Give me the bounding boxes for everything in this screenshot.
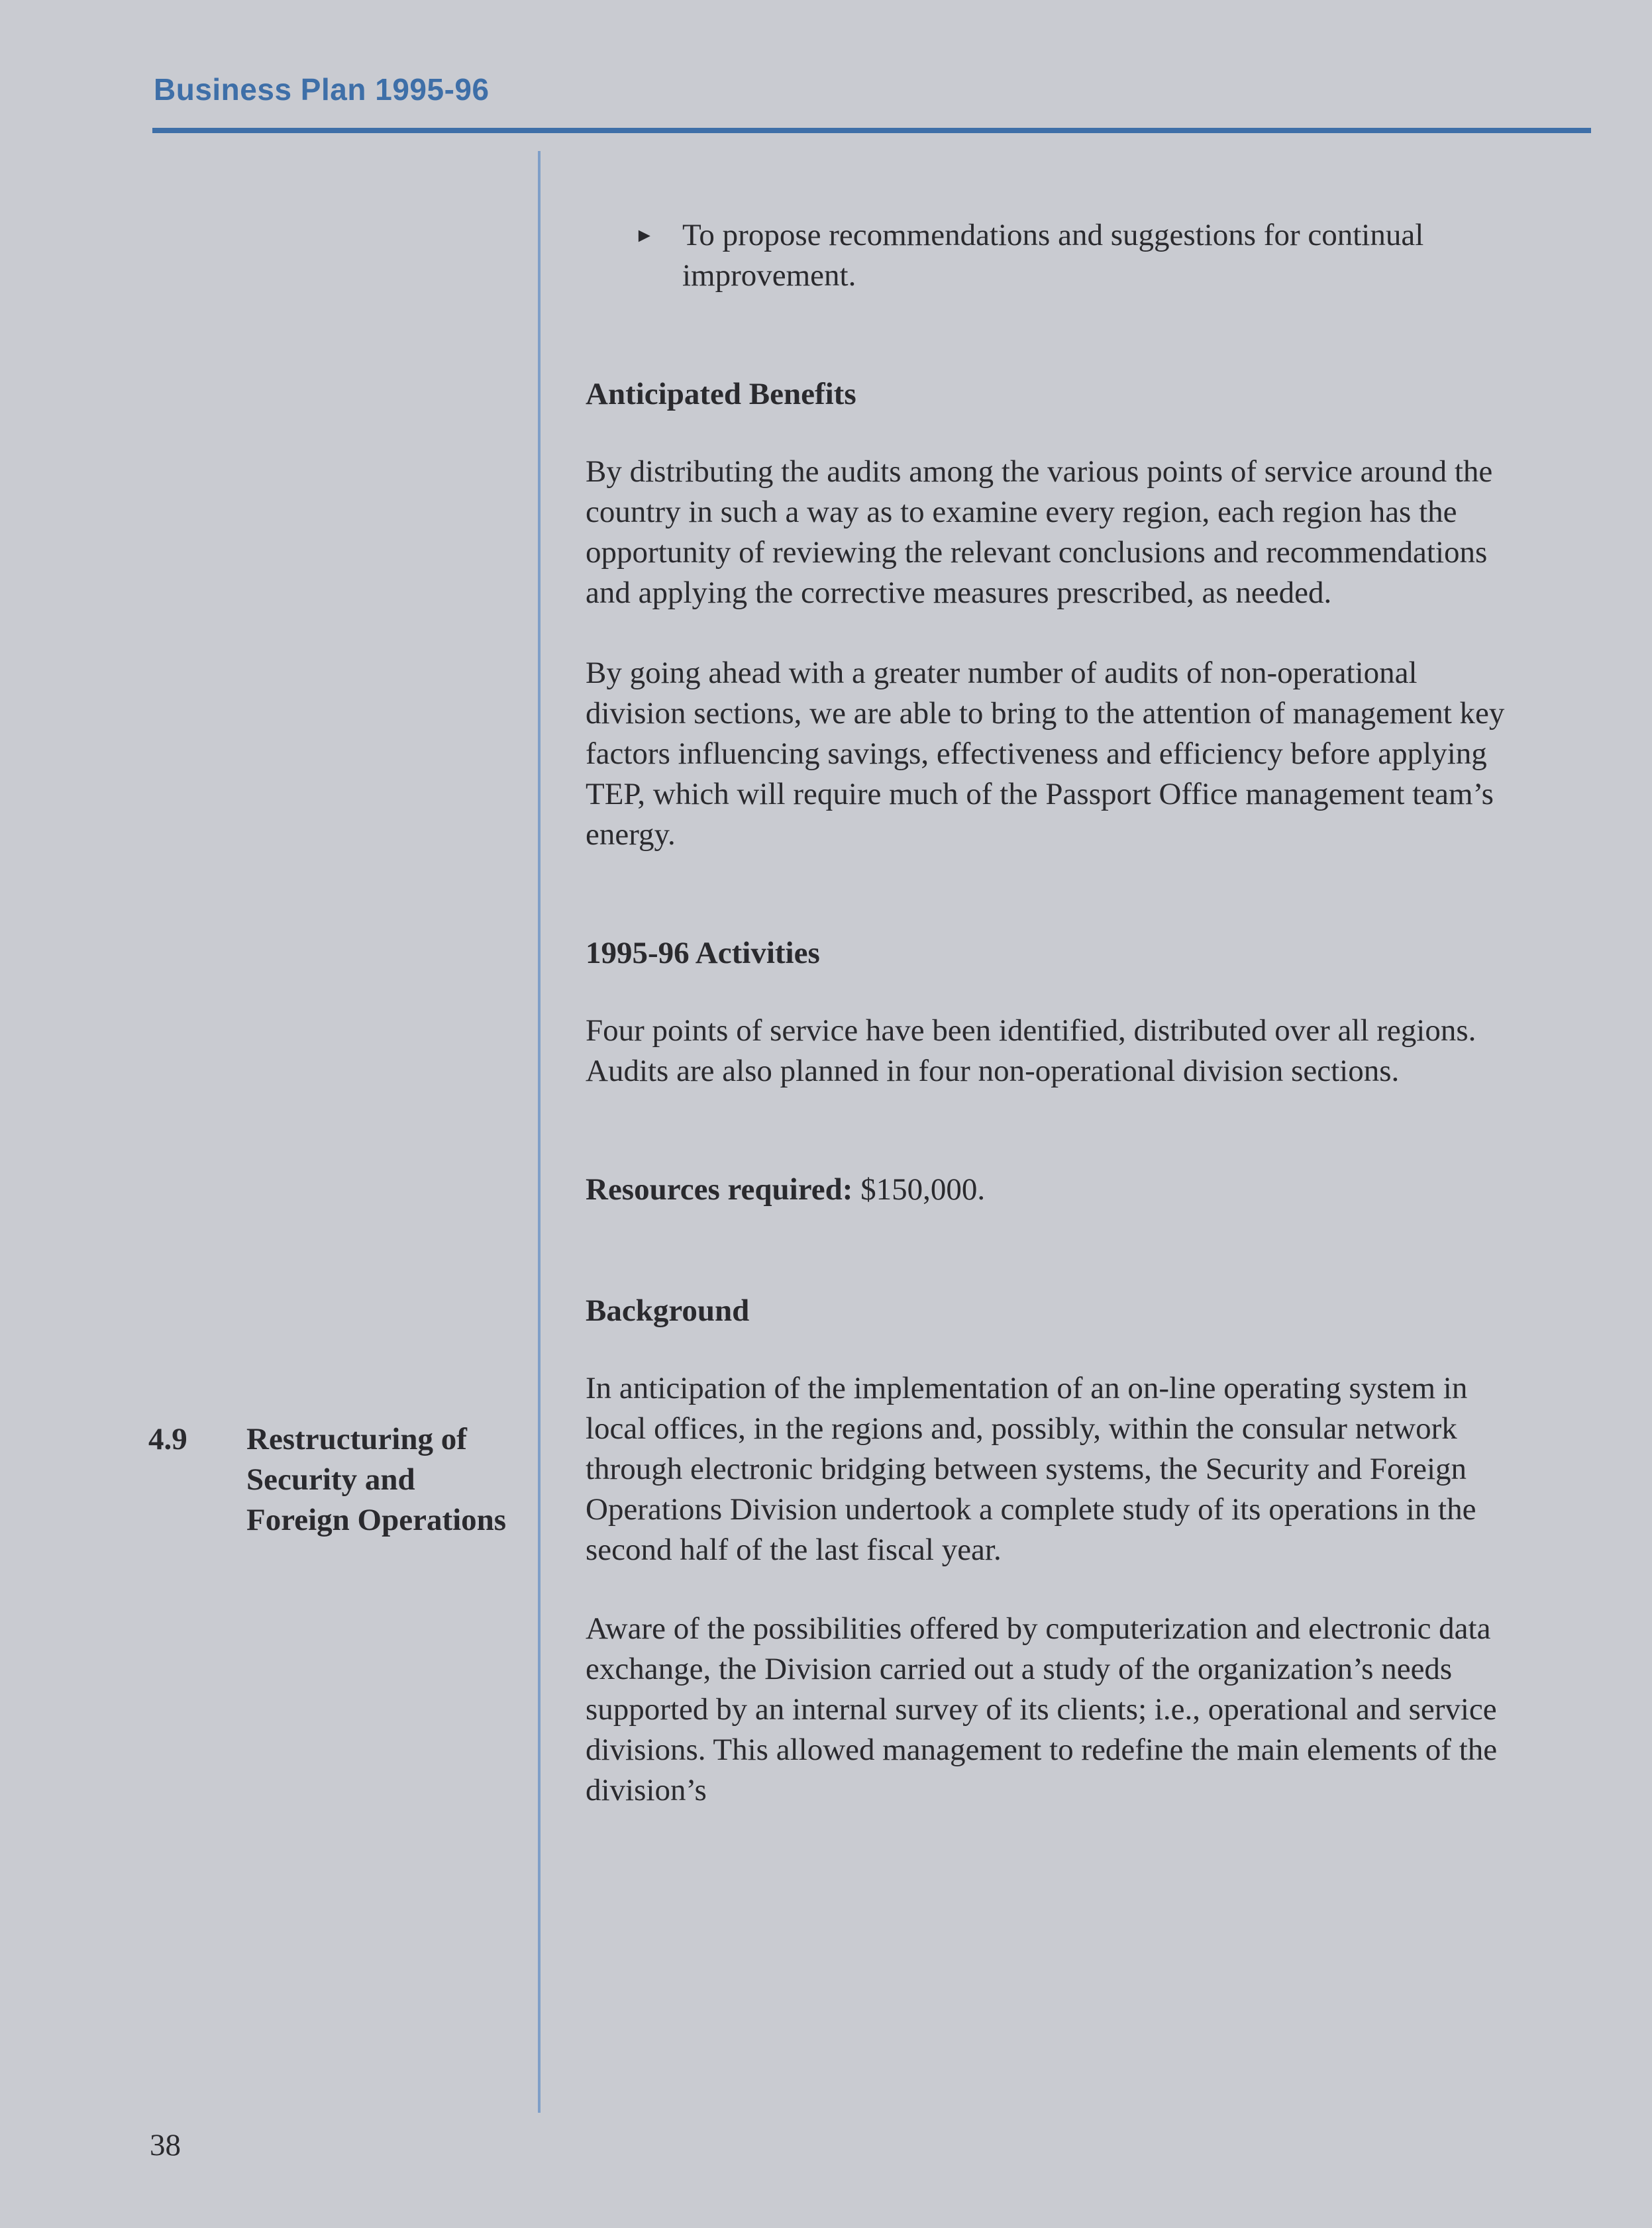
header-rule: [152, 128, 1591, 133]
main-column: [586, 215, 1506, 1811]
paragraph-benefits-2: By going ahead with a greater number of audits of non-operational division sections, we are able to bring to the attention of management key factors influencing savings, effectiveness and efficiency before applying TEP, which will require much of the Passport Office management team’s energy.: [586, 656, 1505, 852]
paragraph-background-2: Aware of the possibilities offered by computerization and electronic data exchange, the Division carried out a study of the organization’s needs supported by an internal survey of its clients; i.e., operational and service divisions. This allowed management to redefine the main elements of the division’s: [586, 1611, 1498, 1807]
column-divider: [538, 151, 541, 2113]
bullet-item: [586, 215, 1506, 296]
paragraph-activities: Four points of service have been identified, distributed over all regions. Audits are also planned in four non-operational division sections.: [586, 1013, 1476, 1088]
resources-label: Resources required:: [586, 1172, 853, 1207]
heading-activities: 1995-96 Activities: [586, 936, 820, 970]
heading-background: Background: [586, 1293, 750, 1328]
triangle-bullet-icon: ►: [635, 225, 654, 246]
page-number: 38: [150, 2128, 181, 2162]
section-number: 4.9: [148, 1422, 187, 1456]
heading-anticipated-benefits: Anticipated Benefits: [586, 377, 856, 411]
bullet-text: To propose recommendations and suggestions for continual improvement.: [682, 218, 1424, 293]
resources-value: $150,000.: [860, 1172, 986, 1207]
paragraph-benefits-1: By distributing the audits among the various points of service around the country in such a way as to examine every region, each region has the opportunity of reviewing the relevant conclusions and recommendations and applying the corrective measures prescribed, as needed.: [586, 454, 1493, 610]
section-title: Restructuring of Security and Foreign Operations: [246, 1422, 507, 1537]
resources-line: [586, 1170, 1506, 1210]
running-header-title: Business Plan 1995-96: [154, 72, 490, 107]
paragraph-background-1: In anticipation of the implementation of an on-line operating system in local offices, in the regions and, possibly, within the consular network through electronic bridging between systems, the Security and Foreign Operations Division undertook a complete study of its operations in the second half of the last fiscal year.: [586, 1371, 1476, 1567]
